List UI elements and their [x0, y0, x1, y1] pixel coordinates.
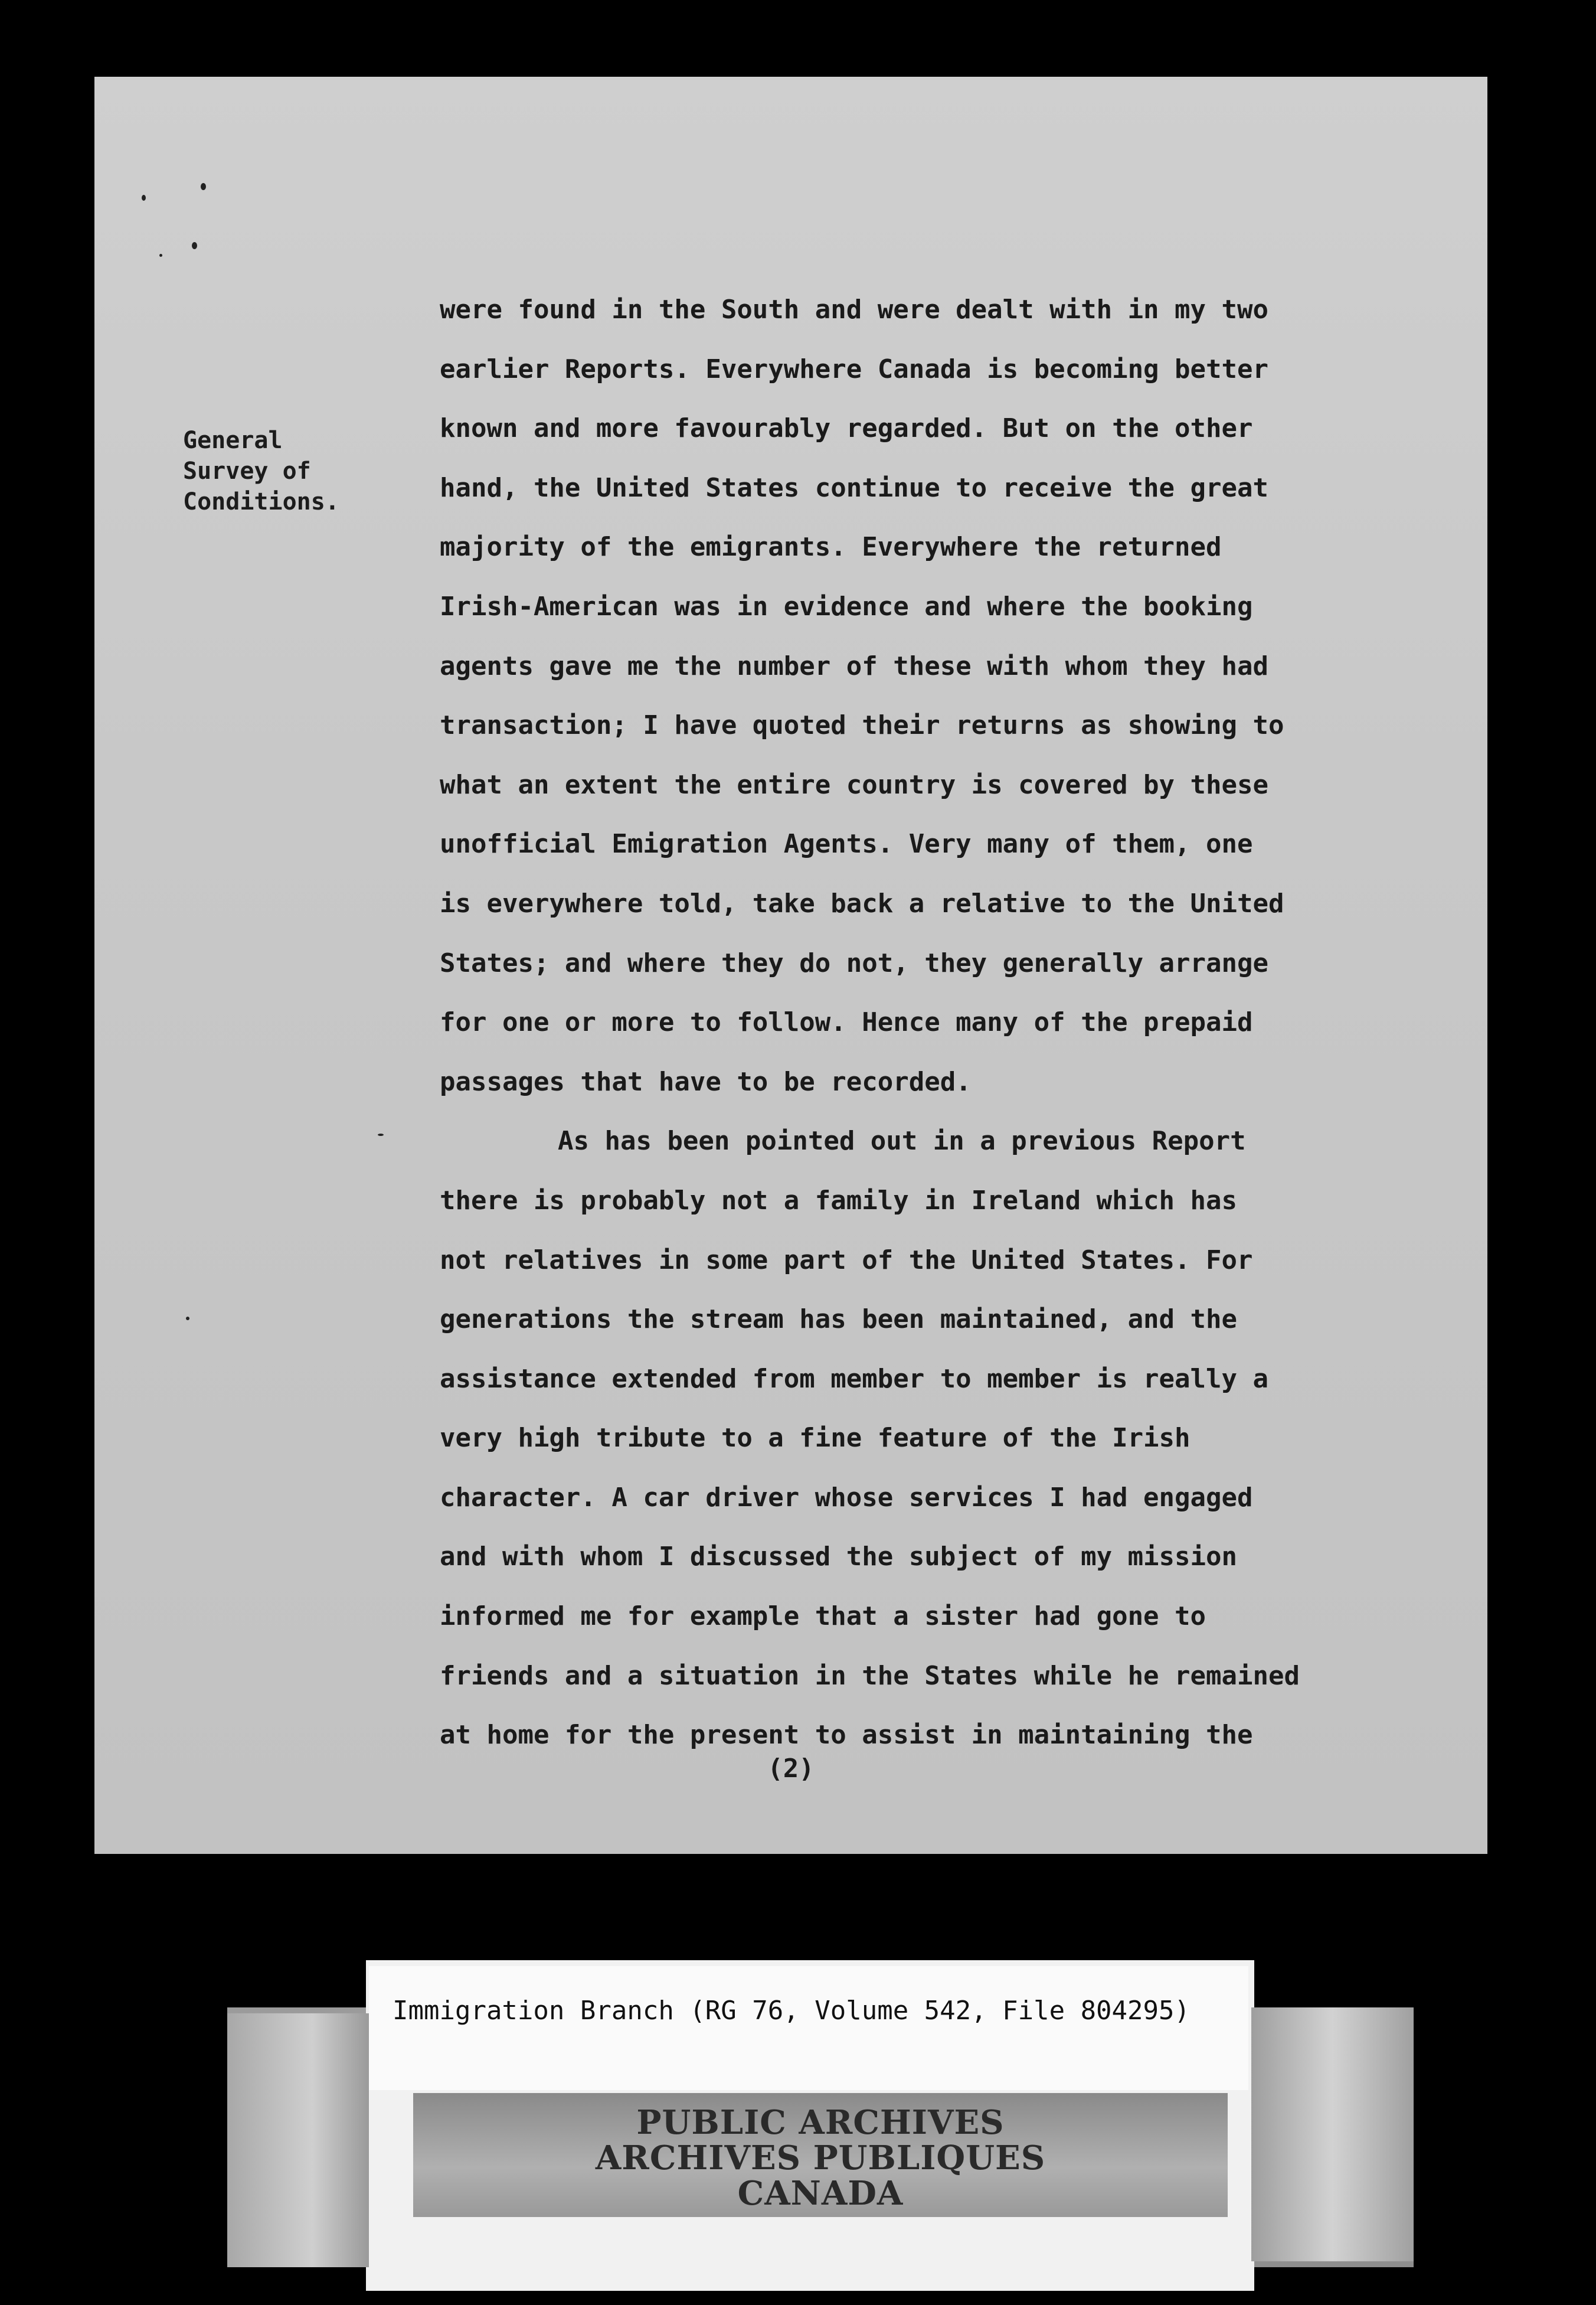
text-line: were found in the South and were dealt with in my two — [440, 295, 1268, 325]
text-line: transaction; I have quoted their returns as showing to — [440, 710, 1284, 741]
text-line: and with whom I discussed the subject of my mission — [440, 1542, 1238, 1572]
text-line: very high tribute to a fine feature of the Irish — [440, 1423, 1191, 1454]
archive-citation: Immigration Branch (RG 76, Volume 542, File 804295) — [393, 1996, 1191, 2026]
stamp-line: PUBLIC ARCHIVES — [636, 2103, 1005, 2142]
page-number: (2) — [767, 1754, 815, 1784]
text-line: Irish-American was in evidence and where the booking — [440, 591, 1253, 622]
text-line: assistance extended from member to member is really a — [440, 1363, 1268, 1394]
text-line: what an extent the entire country is covered by these — [440, 769, 1268, 800]
text-line: passages that have to be recorded. — [440, 1066, 972, 1097]
text-line: majority of the emigrants. Everywhere the returned — [440, 532, 1222, 563]
stamp-line: ARCHIVES PUBLIQUES — [595, 2139, 1046, 2177]
body-text — [440, 280, 1455, 1765]
tape-left — [227, 2013, 369, 2267]
text-line: is everywhere told, take back a relative to the United — [440, 888, 1284, 919]
document-page — [94, 77, 1487, 1854]
text-line: hand, the United States continue to receive the great — [440, 472, 1268, 503]
text-line: friends and a situation in the States while he remained — [440, 1660, 1300, 1691]
archives-stamp — [584, 2105, 1057, 2211]
archive-label-card — [369, 1966, 1248, 2090]
text-line: character. A car driver whose services I had engaged — [440, 1482, 1253, 1513]
text-line: States; and where they do not, they generally arrange — [440, 948, 1268, 978]
text-line: there is probably not a family in Ireland which has — [440, 1185, 1238, 1216]
text-line: informed me for example that a sister had gone to — [440, 1601, 1206, 1632]
text-line: at home for the present to assist in maintaining the — [440, 1720, 1253, 1751]
text-line: unofficial Emigration Agents. Very many of them, one — [440, 829, 1253, 860]
text-line: for one or more to follow. Hence many of the prepaid — [440, 1007, 1253, 1038]
text-line: generations the stream has been maintained, and the — [440, 1304, 1238, 1335]
text-line: As has been pointed out in a previous Report — [558, 1126, 1246, 1157]
margin-note: General Survey of Conditions. — [183, 427, 339, 515]
text-line: known and more favourably regarded. But on the other — [440, 413, 1253, 444]
stamp-line: CANADA — [737, 2174, 904, 2213]
tape-right — [1251, 2007, 1414, 2261]
text-line: agents gave me the number of these with whom they had — [440, 651, 1268, 681]
text-line: earlier Reports. Everywhere Canada is becoming better — [440, 354, 1268, 384]
text-line: not relatives in some part of the United States. For — [440, 1245, 1253, 1275]
